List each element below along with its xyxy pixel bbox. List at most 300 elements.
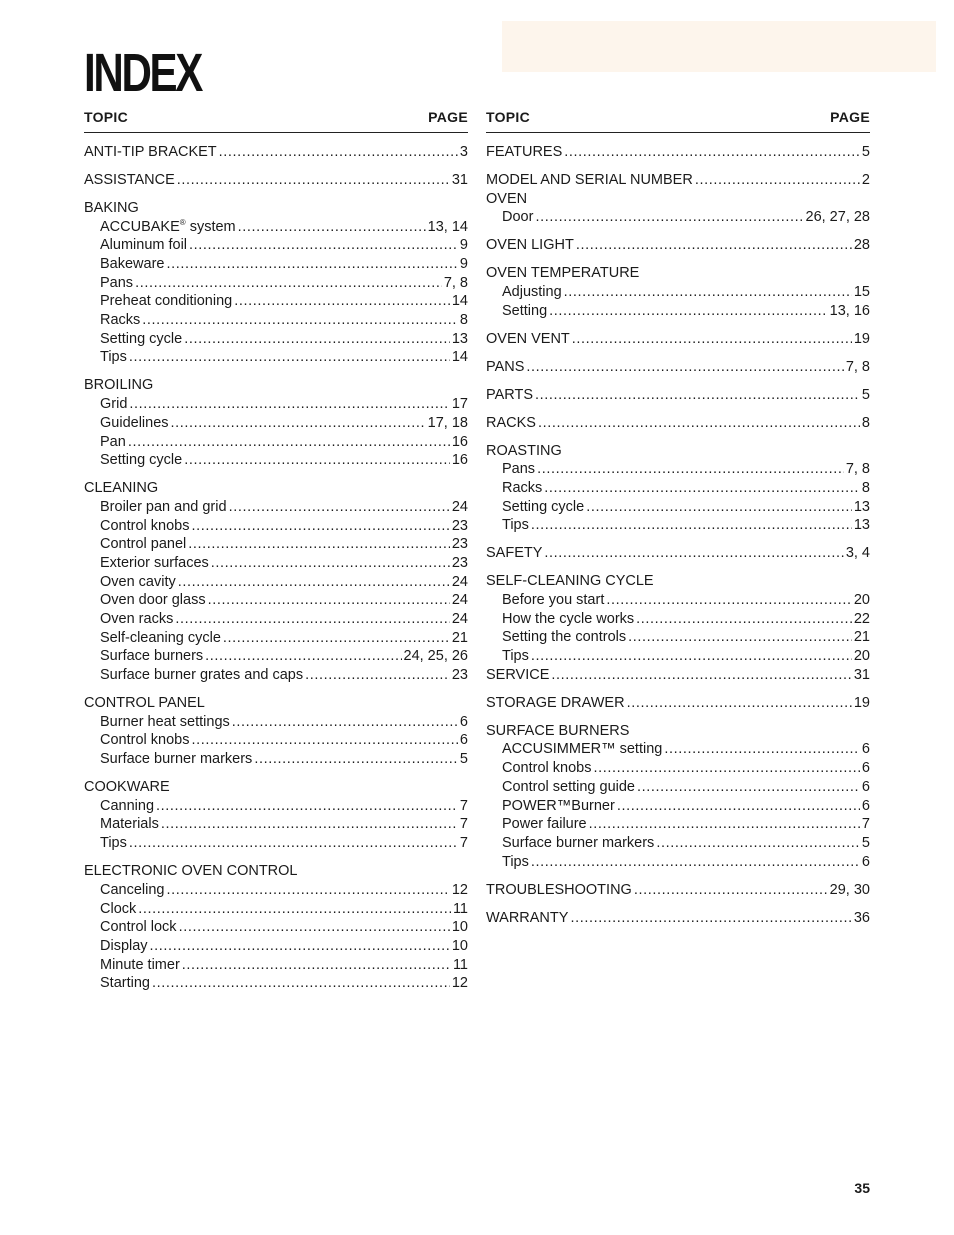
index-subentry xyxy=(84,517,468,536)
index-subentry xyxy=(84,330,468,349)
index-entry xyxy=(486,386,870,405)
index-block xyxy=(84,479,468,685)
index-block xyxy=(486,414,870,433)
index-block xyxy=(486,694,870,713)
index-block xyxy=(84,694,468,769)
dot-leader xyxy=(184,330,450,349)
page-header: PAGE xyxy=(830,109,870,125)
dot-leader xyxy=(549,302,828,321)
topic-header: TOPIC xyxy=(84,109,129,125)
entry-label: OVEN VENT xyxy=(486,330,570,347)
index-block xyxy=(486,358,870,377)
index-subentry xyxy=(84,535,468,554)
dot-leader xyxy=(171,414,426,433)
entry-page: 29, 30 xyxy=(829,881,870,898)
entry-page: 6 xyxy=(459,713,468,730)
index-heading xyxy=(84,479,468,498)
index-subentry xyxy=(84,731,468,750)
dot-leader xyxy=(219,143,458,162)
index-heading-label: OVEN TEMPERATURE xyxy=(486,265,640,282)
entry-page: 24 xyxy=(451,498,468,515)
dot-leader xyxy=(138,900,451,919)
dot-leader xyxy=(182,956,451,975)
index-subentry xyxy=(486,815,870,834)
index-block xyxy=(486,544,870,563)
dot-leader xyxy=(232,713,458,732)
entry-label: ACCUBAKE® system xyxy=(100,217,236,235)
entry-label: Setting cycle xyxy=(100,330,183,347)
index-block xyxy=(486,236,870,255)
entry-label: Tips xyxy=(502,853,529,870)
entry-page: 8 xyxy=(459,312,468,329)
entry-label: Self-cleaning cycle xyxy=(100,629,221,646)
entry-page: 6 xyxy=(861,760,870,777)
entry-page: 13 xyxy=(853,517,870,534)
entry-label: Power failure xyxy=(502,816,587,833)
entry-page: 6 xyxy=(861,853,870,870)
index-block xyxy=(486,881,870,900)
index-subentry xyxy=(84,666,468,685)
dot-leader xyxy=(152,974,450,993)
entry-page: 5 xyxy=(861,386,870,403)
index-entry xyxy=(486,358,870,377)
index-subentry xyxy=(84,573,468,592)
dot-leader xyxy=(564,143,860,162)
index-block xyxy=(84,778,468,853)
index-column-left xyxy=(84,108,468,993)
index-subentry xyxy=(84,348,468,367)
dot-leader xyxy=(161,815,458,834)
entry-label: Oven racks xyxy=(100,611,174,627)
index-heading xyxy=(486,442,870,461)
entry-page: 3, 4 xyxy=(845,545,870,562)
entry-page: 19 xyxy=(853,330,870,347)
index-entry xyxy=(486,143,870,162)
dot-leader xyxy=(166,255,457,274)
entry-label: Racks xyxy=(100,312,141,329)
index-block xyxy=(486,190,870,227)
entry-page: 23 xyxy=(451,667,468,684)
entry-page: 24, 25, 26 xyxy=(403,648,468,665)
entry-label: Control knobs xyxy=(502,760,592,777)
dot-leader xyxy=(238,218,426,237)
entry-label: PARTS xyxy=(486,386,534,403)
index-subentry xyxy=(84,918,468,937)
entry-label: STORAGE DRAWER xyxy=(486,694,625,711)
dot-leader xyxy=(531,853,860,872)
index-block xyxy=(486,909,870,928)
entry-page: 3 xyxy=(459,144,468,160)
entry-label: Tips xyxy=(502,648,529,665)
dot-leader xyxy=(184,451,450,470)
dot-leader xyxy=(634,881,828,900)
entry-label: Control panel xyxy=(100,536,187,553)
entry-label: Surface burner grates and caps xyxy=(100,667,304,684)
index-subentry xyxy=(84,881,468,900)
index-entry xyxy=(486,171,870,190)
entry-label: How the cycle works xyxy=(502,610,635,627)
entry-page: 13 xyxy=(451,330,468,347)
index-heading-label: BROILING xyxy=(84,377,154,394)
entry-label: SERVICE xyxy=(486,666,550,683)
entry-label: Adjusting xyxy=(502,284,562,301)
entry-label: Setting the controls xyxy=(502,629,627,646)
entry-page: 13 xyxy=(853,498,870,515)
entry-page: 6 xyxy=(459,732,468,749)
index-subentry xyxy=(84,797,468,816)
entry-page: 11 xyxy=(452,900,468,917)
dot-leader xyxy=(175,610,450,629)
index-subentry xyxy=(84,956,468,975)
index-subentry xyxy=(84,255,468,274)
dot-leader xyxy=(544,479,860,498)
index-entry xyxy=(486,666,870,685)
dot-leader xyxy=(551,666,851,685)
index-heading-label: BAKING xyxy=(84,199,139,216)
dot-leader xyxy=(544,544,843,563)
index-subentry xyxy=(84,610,468,629)
entry-page: 20 xyxy=(853,648,870,665)
index-subentry xyxy=(84,311,468,330)
entry-label: Starting xyxy=(100,975,150,992)
dot-leader xyxy=(576,236,852,255)
entry-page: 14 xyxy=(451,349,468,366)
entry-label: Tips xyxy=(100,349,127,366)
index-entry xyxy=(486,544,870,563)
entry-label: Racks xyxy=(502,480,543,496)
index-subentry xyxy=(486,591,870,610)
entry-label: Control lock xyxy=(100,919,177,936)
entry-page: 6 xyxy=(861,797,870,814)
index-subentry xyxy=(486,460,870,479)
entry-page: 10 xyxy=(451,919,468,936)
entry-label: Aluminum foil xyxy=(100,237,188,254)
entry-label: Setting cycle xyxy=(100,452,183,469)
entry-page: 23 xyxy=(451,536,468,553)
index-heading xyxy=(486,264,870,283)
entry-page: 31 xyxy=(853,666,870,683)
entry-label: Tips xyxy=(100,835,127,852)
index-block xyxy=(486,330,870,349)
index-subentry xyxy=(486,208,870,227)
entry-page: 14 xyxy=(451,293,468,310)
dot-leader xyxy=(305,666,450,685)
entry-page: 24 xyxy=(451,611,468,627)
index-subentry xyxy=(486,853,870,872)
index-subentry xyxy=(84,433,468,452)
dot-leader xyxy=(537,460,844,479)
index-subentry xyxy=(84,974,468,993)
dot-leader xyxy=(229,498,450,517)
entry-page: 16 xyxy=(451,452,468,469)
index-entry xyxy=(486,694,870,713)
entry-label: ASSISTANCE xyxy=(84,171,175,188)
index-subentry xyxy=(84,292,468,311)
dot-leader xyxy=(535,386,860,405)
entry-label: TROUBLESHOOTING xyxy=(486,881,632,898)
index-subentry xyxy=(486,647,870,666)
entry-label: Control knobs xyxy=(100,517,190,534)
entry-page: 17 xyxy=(451,396,468,413)
entry-page: 7 xyxy=(861,816,870,833)
index-subentry xyxy=(486,759,870,778)
index-entries xyxy=(486,133,870,927)
entry-page: 12 xyxy=(451,881,468,898)
entry-label: POWER™Burner xyxy=(502,797,615,814)
index-block xyxy=(84,171,468,190)
dot-leader xyxy=(156,797,458,816)
dot-leader xyxy=(167,881,450,900)
dot-leader xyxy=(208,591,450,610)
entry-page: 24 xyxy=(451,573,468,590)
entry-label: Grid xyxy=(100,396,128,413)
index-entries xyxy=(84,133,468,993)
index-block xyxy=(486,442,870,535)
index-heading-label: SELF-CLEANING CYCLE xyxy=(486,573,654,590)
index-subentry xyxy=(84,900,468,919)
dot-leader xyxy=(593,759,859,778)
dot-leader xyxy=(205,647,401,666)
dot-leader xyxy=(135,274,442,293)
dot-leader xyxy=(142,311,458,330)
index-subentry xyxy=(84,414,468,433)
index-subentry xyxy=(84,498,468,517)
dot-leader xyxy=(695,171,860,190)
index-heading xyxy=(84,376,468,395)
index-heading-label: ELECTRONIC OVEN CONTROL xyxy=(84,863,298,880)
entry-label: Pan xyxy=(100,433,126,450)
entry-page: 9 xyxy=(459,237,468,254)
index-block xyxy=(486,143,870,162)
dot-leader xyxy=(188,535,450,554)
dot-leader xyxy=(223,629,450,648)
index-heading xyxy=(486,572,870,591)
entry-label: Surface burner markers xyxy=(100,751,253,768)
entry-label: Bakeware xyxy=(100,256,165,273)
index-block xyxy=(84,376,468,469)
entry-page: 5 xyxy=(459,751,468,768)
index-entry xyxy=(486,909,870,928)
dot-leader xyxy=(178,573,450,592)
entry-label: Pans xyxy=(502,461,536,478)
dot-leader xyxy=(589,815,860,834)
entry-page: 7 xyxy=(459,835,468,852)
entry-page: 6 xyxy=(861,778,870,795)
entry-label: ANTI-TIP BRACKET xyxy=(84,144,217,160)
entry-label: Canning xyxy=(100,797,155,814)
index-subentry xyxy=(486,610,870,629)
entry-page: 7, 8 xyxy=(845,461,870,478)
topic-header: TOPIC xyxy=(486,109,531,125)
index-heading xyxy=(486,722,870,741)
dot-leader xyxy=(128,433,450,452)
entry-page: 28 xyxy=(853,237,870,254)
index-subentry xyxy=(486,778,870,797)
dot-leader xyxy=(211,554,450,573)
entry-page: 17, 18 xyxy=(427,414,468,431)
entry-page: 2 xyxy=(861,171,870,188)
entry-page: 31 xyxy=(451,171,468,188)
index-heading-label: SURFACE BURNERS xyxy=(486,722,630,739)
dot-leader xyxy=(570,909,851,928)
entry-page: 23 xyxy=(451,554,468,571)
index-subentry xyxy=(84,218,468,237)
entry-page: 7 xyxy=(459,797,468,814)
entry-label: Setting cycle xyxy=(502,498,585,515)
dot-leader xyxy=(177,171,450,190)
dot-leader xyxy=(254,750,458,769)
index-heading xyxy=(84,778,468,797)
index-heading-label: COOKWARE xyxy=(84,779,170,796)
dot-leader xyxy=(179,918,450,937)
entry-label: Guidelines xyxy=(100,414,169,431)
entry-label: Setting xyxy=(502,302,548,319)
entry-page: 22 xyxy=(853,610,870,627)
dot-leader xyxy=(189,236,458,255)
index-subentry xyxy=(84,554,468,573)
dot-leader xyxy=(531,647,852,666)
index-entry xyxy=(486,330,870,349)
entry-page: 8 xyxy=(861,480,870,496)
dot-leader xyxy=(129,395,449,414)
entry-page: 13, 16 xyxy=(829,302,870,319)
dot-leader xyxy=(606,591,852,610)
dot-leader xyxy=(664,740,860,759)
entry-label: Minute timer xyxy=(100,956,180,973)
entry-page: 11 xyxy=(452,956,468,973)
index-entry xyxy=(486,236,870,255)
dot-leader xyxy=(564,283,852,302)
index-column-right xyxy=(486,108,870,927)
column-header xyxy=(486,108,870,133)
entry-page: 5 xyxy=(861,834,870,851)
index-block xyxy=(486,386,870,405)
entry-label: Clock xyxy=(100,900,137,917)
entry-page: 8 xyxy=(861,414,870,431)
index-entry xyxy=(84,171,468,190)
dot-leader xyxy=(637,778,860,797)
entry-label: Control knobs xyxy=(100,732,190,749)
entry-label: Door xyxy=(502,209,534,226)
entry-label: RACKS xyxy=(486,414,536,431)
index-subentry xyxy=(486,498,870,517)
index-block xyxy=(84,143,468,162)
entry-page: 5 xyxy=(861,144,870,160)
dot-leader xyxy=(526,358,843,377)
entry-page: 36 xyxy=(853,909,870,926)
entry-label: FEATURES xyxy=(486,144,563,160)
entry-label: Canceling xyxy=(100,881,165,898)
entry-page: 15 xyxy=(853,284,870,301)
entry-page: 24 xyxy=(451,592,468,609)
index-subentry xyxy=(84,647,468,666)
index-subentry xyxy=(84,236,468,255)
index-subentry xyxy=(84,937,468,956)
index-heading-label: ROASTING xyxy=(486,442,562,459)
index-heading xyxy=(84,199,468,218)
index-heading-label: CONTROL PANEL xyxy=(84,695,205,712)
index-heading xyxy=(84,862,468,881)
entry-label: Surface burner markers xyxy=(502,834,655,851)
entry-page: 16 xyxy=(451,433,468,450)
dot-leader xyxy=(129,348,450,367)
index-subentry xyxy=(84,834,468,853)
entry-label: Tips xyxy=(502,517,529,534)
index-block xyxy=(486,171,870,190)
entry-page: 10 xyxy=(451,937,468,954)
entry-page: 6 xyxy=(861,741,870,758)
index-block xyxy=(486,666,870,685)
index-entry xyxy=(486,414,870,433)
dot-leader xyxy=(586,498,852,517)
index-block xyxy=(486,722,870,872)
entry-page: 21 xyxy=(853,629,870,646)
entry-page: 13, 14 xyxy=(427,218,468,235)
index-subentry xyxy=(84,750,468,769)
index-subentry xyxy=(486,479,870,498)
dot-leader xyxy=(538,414,860,433)
entry-label: Before you start xyxy=(502,592,605,609)
dot-leader xyxy=(656,834,860,853)
entry-label: Oven door glass xyxy=(100,592,206,609)
entry-page: 26, 27, 28 xyxy=(805,209,870,226)
entry-label: Broiler pan and grid xyxy=(100,498,227,515)
index-entry xyxy=(84,143,468,162)
index-heading-label: CLEANING xyxy=(84,480,159,497)
dot-leader xyxy=(531,516,852,535)
column-header xyxy=(84,108,468,133)
dot-leader xyxy=(129,834,458,853)
index-subentry xyxy=(84,451,468,470)
entry-page: 7 xyxy=(459,816,468,833)
dot-leader xyxy=(234,292,450,311)
page-header: PAGE xyxy=(428,109,468,125)
index-subentry xyxy=(84,713,468,732)
index-block xyxy=(486,264,870,320)
index-subentry xyxy=(486,628,870,647)
header-tint-box xyxy=(502,21,936,72)
index-subentry xyxy=(486,834,870,853)
dot-leader xyxy=(150,937,450,956)
dot-leader xyxy=(636,610,852,629)
entry-label: Surface burners xyxy=(100,648,204,665)
index-heading-label: OVEN xyxy=(486,190,528,207)
entry-label: WARRANTY xyxy=(486,909,569,926)
index-block xyxy=(84,862,468,993)
index-subentry xyxy=(84,274,468,293)
entry-label: OVEN LIGHT xyxy=(486,237,574,254)
index-entry xyxy=(486,881,870,900)
entry-label: Exterior surfaces xyxy=(100,554,209,571)
dot-leader xyxy=(628,628,852,647)
entry-label: Display xyxy=(100,937,148,954)
entry-label: ACCUSIMMER™ setting xyxy=(502,741,663,758)
entry-page: 7, 8 xyxy=(443,274,468,291)
dot-leader xyxy=(191,731,457,750)
entry-page: 23 xyxy=(451,517,468,534)
index-heading xyxy=(486,190,870,209)
entry-page: 21 xyxy=(451,629,468,646)
index-subentry xyxy=(84,395,468,414)
entry-label: MODEL AND SERIAL NUMBER xyxy=(486,171,693,188)
dot-leader xyxy=(191,517,449,536)
index-subentry xyxy=(84,629,468,648)
entry-page: 7, 8 xyxy=(845,358,870,375)
entry-label: PANS xyxy=(486,358,525,375)
entry-page: 9 xyxy=(459,256,468,273)
index-subentry xyxy=(486,516,870,535)
entry-page: 12 xyxy=(451,975,468,992)
